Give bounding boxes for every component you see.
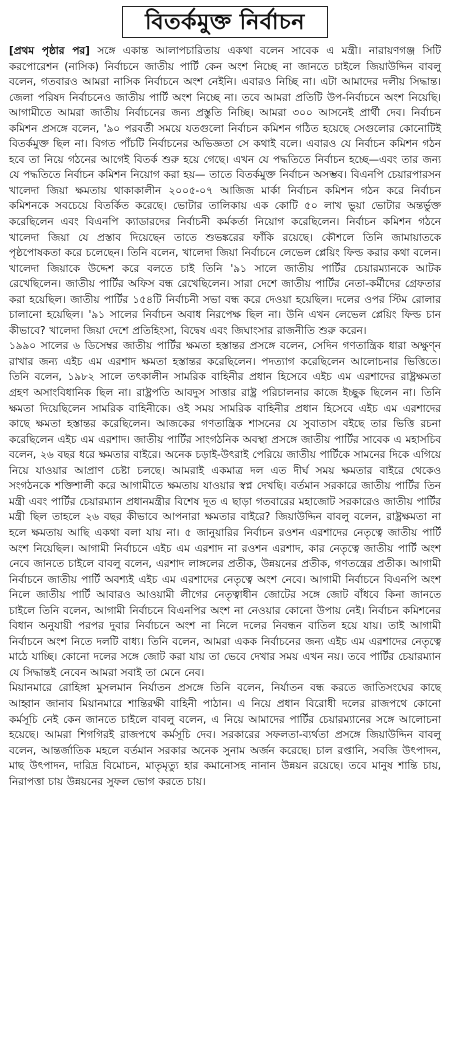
continuation-label: [প্রথম পৃষ্ঠার পর] [9,45,90,57]
article-paragraph: ১৯৯০ সালের ৬ ডিসেম্বর জাতীয় পার্টির ক্ষমতা হস্তান্তর প্রসঙ্গে বলেন, সেদিন গণতান্ত্রিক ধারা অক্ষুণ্ন রাখার জন্য এইচ এম এরশাদ ক্ষমতা হস্তান্তর করেছিলেন। পদত্যাগ করেছিলেন আলোচনার ভিত্তিতে। তিনি বলেন, ১৯৮২ সালে তৎকালীন সামরিক বাহিনীর প্রধান হিসেবে এইচ এম এরশাদের রাষ্ট্রক্ষমতা গ্রহণ অসাংবিধানিক ছিল না। রাষ্ট্রপতি আবদুস সাত্তার রাষ্ট্র পরিচালনার কাজে ইচ্ছুক ছিলেন না। তিনি ক্ষমতা দিয়েছিলেন সামরিক বাহিনীকে। ওই সময় সামরিক বাহিনীর প্রধান হিসেবে এইচ এম এরশাদের কাছে ক্ষমতা হস্তান্তর করেছিলেন। আজকের গণতান্ত্রিক শাসনের যে সুবাতাস বইছে তার ভিত্তি রচনা করেছিলেন এইচ এম এরশাদ। জাতীয় পার্টির সাংগঠনিক অবস্থা প্রসঙ্গে জাতীয় পার্টির সাবেক এ মহাসচিব বলেন, ২৬ বছর ধরে ক্ষমতার বাইরে। অনেক চড়াই-উৎরাই পেরিয়ে জাতীয় পার্টিকে সামনের দিকে এগিয়ে নিয়ে যাওয়ার আপ্রাণ চেষ্টা চলছে। আমরাই একমাত্র দল এত দীর্ঘ সময় ক্ষমতার বাইরে থেকেও সংগঠনকে শক্তিশালী করে আগামীতে ক্ষমতায় যাওয়ার স্বপ্ন দেখছি। বর্তমান সরকারে জাতীয় পার্টির তিন মন্ত্রী এবং পার্টির চেয়ারম্যান প্রধানমন্ত্রীর বিশেষ দূত এ ছাড়া গতবারের মহাজোট সরকারেও জাতীয় পার্টির মন্ত্রী ছিল তাহলে ২৬ বছর কীভাবে আপনারা ক্ষমতার বাইরে? জিয়াউদ্দিন বাবলু বলেন, রাষ্ট্রক্ষমতা না হলে ক্ষমতায় আছি একথা বলা যায় না। ৫ জানুয়ারির নির্বাচন রওশন এরশাদের নেতৃত্বে জাতীয় পার্টি অংশ নিয়েছিল। আগামী নির্বাচনে এইচ এম এরশাদ না রওশন এরশাদ, কার নেতৃত্বে জাতীয় পার্টি অংশ নেবে জানতে চাইলে বাবলু বলেন, এরশাদ লাঙ্গলের প্রতীক, উন্নয়নের প্রতীক, গণতন্ত্রের প্রতীক। আগামী নির্বাচনে জাতীয় পার্টি অবশ্যই এইচ এম এরশাদের নেতৃত্বে অংশ নেবে। আগামী নির্বাচনে বিএনপি অংশ নিলে জাতীয় পার্টি আবারও আওয়ামী লীগের নেতৃত্বাধীন জোটের সঙ্গে জোট বাঁধবে কিনা জানতে চাইলে তিনি বলেন, আগামী নির্বাচনে বিএনপির অংশ না নেওয়ার কোনো উপায় নেই। নির্বাচন কমিশনের বিধান অনুযায়ী পরপর দুবার নির্বাচনে অংশ না নিলে দলের নিবন্ধন বাতিল হয়ে যায়। তাই আগামী নির্বাচনে অংশ নিতে দলটি বাধ্য। তিনি বলেন, আমরা একক নির্বাচনের জন্য এইচ এম এরশাদের নেতৃত্বে মাঠে যাচ্ছি। কোনো দলের সঙ্গে জোট করা যায় তা ভেবে দেখার সময় এখন নয়। তবে পার্টির চেয়ারম্যান যে সিদ্ধান্তই নেবেন আমরা সবাই তা মেনে নেব। [9,340,441,679]
article-paragraph: মিয়ানমারে রোহিঙ্গা মুসলমান নির্যাতন প্রসঙ্গে তিনি বলেন, নির্যাতন বন্ধ করতে জাতিসংঘের কাছে আহ্বান জানাব মিয়ানমারে শান্তিরক্ষী বাহিনী পাঠান। এ নিয়ে প্রধান বিরোধী দলের রাজপথে কোনো কর্মসূচি নেই কেন জানতে চাইলে বাবলু বলেন, এ নিয়ে আমাদের পার্টির চেয়ারম্যানের সঙ্গে আলোচনা হয়েছে। আমরা শিগগিরই রাজপথে কর্মসূচি দেব। সরকারের সফলতা-ব্যর্থতা প্রসঙ্গে জিয়াউদ্দিন বাবলু বলেন, আন্তর্জাতিক মহলে বর্তমান সরকার অনেক সুনাম অর্জন করেছে। চাল রপ্তানি, সবজি উৎপাদন, মাছ উৎপাদন, দারিদ্র বিমোচন, মাতৃমৃত্যু হার কমানোসহ নানান উন্নয়ন রয়েছে। তবে মানুষ শান্তি চায়, নিরাপত্তা চায় উন্নয়নের সুফল ভোগ করতে চায়। [9,682,441,788]
article-paragraph [9,44,441,339]
headline-container [9,6,441,40]
headline: বিতর্কমুক্ত নির্বাচন [122,6,328,38]
paragraph-text: সঙ্গে একান্ত আলাপচারিতায় একথা বলেন সাবেক এ মন্ত্রী। নারায়ণগঞ্জ সিটি করপোরেশন (নাসিক) নির্বাচনে জাতীয় পার্টি কেন অংশ নিচ্ছে না জানতে চাইলে জিয়াউদ্দিন বাবলু বলেন, গতবারও আমরা নাসিক নির্বাচনে অংশ নেইনি। এবারও নিচ্ছি না। এটা আমাদের দলীয় সিদ্ধান্ত। জেলা পরিষদ নির্বাচনেও জাতীয় পার্টি অংশ নিচ্ছে না। তবে আমরা প্রতিটি উপ-নির্বাচনে অংশ নিয়েছি। আগামীতে আমরা জাতীয় নির্বাচনের জন্য প্রস্তুতি নিচ্ছি। আমরা ৩০০ আসনেই প্রার্থী দেব। নির্বাচন কমিশন প্রসঙ্গে বলেন, '৯০ পরবর্তী সময়ে যতগুলো নির্বাচন কমিশন গঠিত হয়েছে সেগুলোর কোনোটিই বিতর্কমুক্ত ছিল না। বিগত পাঁচটি নির্বাচনের অভিজ্ঞতা সে কথাই বলে। এবারও যে নির্বাচন কমিশন গঠন হবে তা নিয়ে গঠনের আগেই বিতর্ক শুরু হয়ে গেছে। এখন যে পদ্ধতিতে নির্বাচন হচ্ছে—এবং তার জন্য যে পদ্ধতিতে নির্বাচন কমিশন নিয়োগ করা হয়— তাতে বিতর্কমুক্ত নির্বাচন অসম্ভব। বিএনপি চেয়ারপারসন খালেদা জিয়া ক্ষমতায় থাকাকালীন ২০০৫-০৭ আজিজ মার্কা নির্বাচন কমিশন গঠন করে নির্বাচন কমিশনকে সবচেয়ে বিতর্কিত করেছে। ভোটার তালিকায় এক কোটি ৫০ লাখ ভুয়া ভোটার অন্তর্ভুক্ত করেছিলেন এবং বিএনপি ক্যাডারদের নির্বাচনী কর্মকর্তা নিয়োগ করেছিলেন। নির্বাচন কমিশন গঠনে খালেদা জিয়া যে প্রস্তাব দিয়েছেন তাতে শুভঙ্করের ফাঁকি রয়েছে। কৌশলে তিনি জামায়াতকে পৃষ্ঠপোষকতা করে চলেছেন। তিনি বলেন, খালেদা জিয়া নির্বাচনে লেভেল প্লেয়িং ফিল্ড করার কথা বলেন। খালেদা জিয়াকে উদ্দেশ করে বলতে চাই তিনি '৯১ সালে জাতীয় পার্টির চেয়ারম্যানকে আটক রেখেছিলেন। জাতীয় পার্টির অফিস বন্ধ রেখেছিলেন। সারা দেশে জাতীয় পার্টির নেতা-কর্মীদের গ্রেফতার করা হয়েছিল। জাতীয় পার্টির ১৫৪টি নির্বাচনী সভা বন্ধ করে দেওয়া হয়েছিল। দলের ওপর স্টিম রোলার চালানো হয়েছিল। '৯১ সালের নির্বাচন অবাধ নিরপেক্ষ ছিল না। উনি এখন লেভেল প্লেয়িং ফিল্ড চান কীভাবে? খালেদা জিয়া দেশে প্রতিহিংসা, বিদ্বেষ এবং জিঘাংসার রাজনীতি শুরু করেন। [9,45,441,337]
article-body [9,44,441,790]
